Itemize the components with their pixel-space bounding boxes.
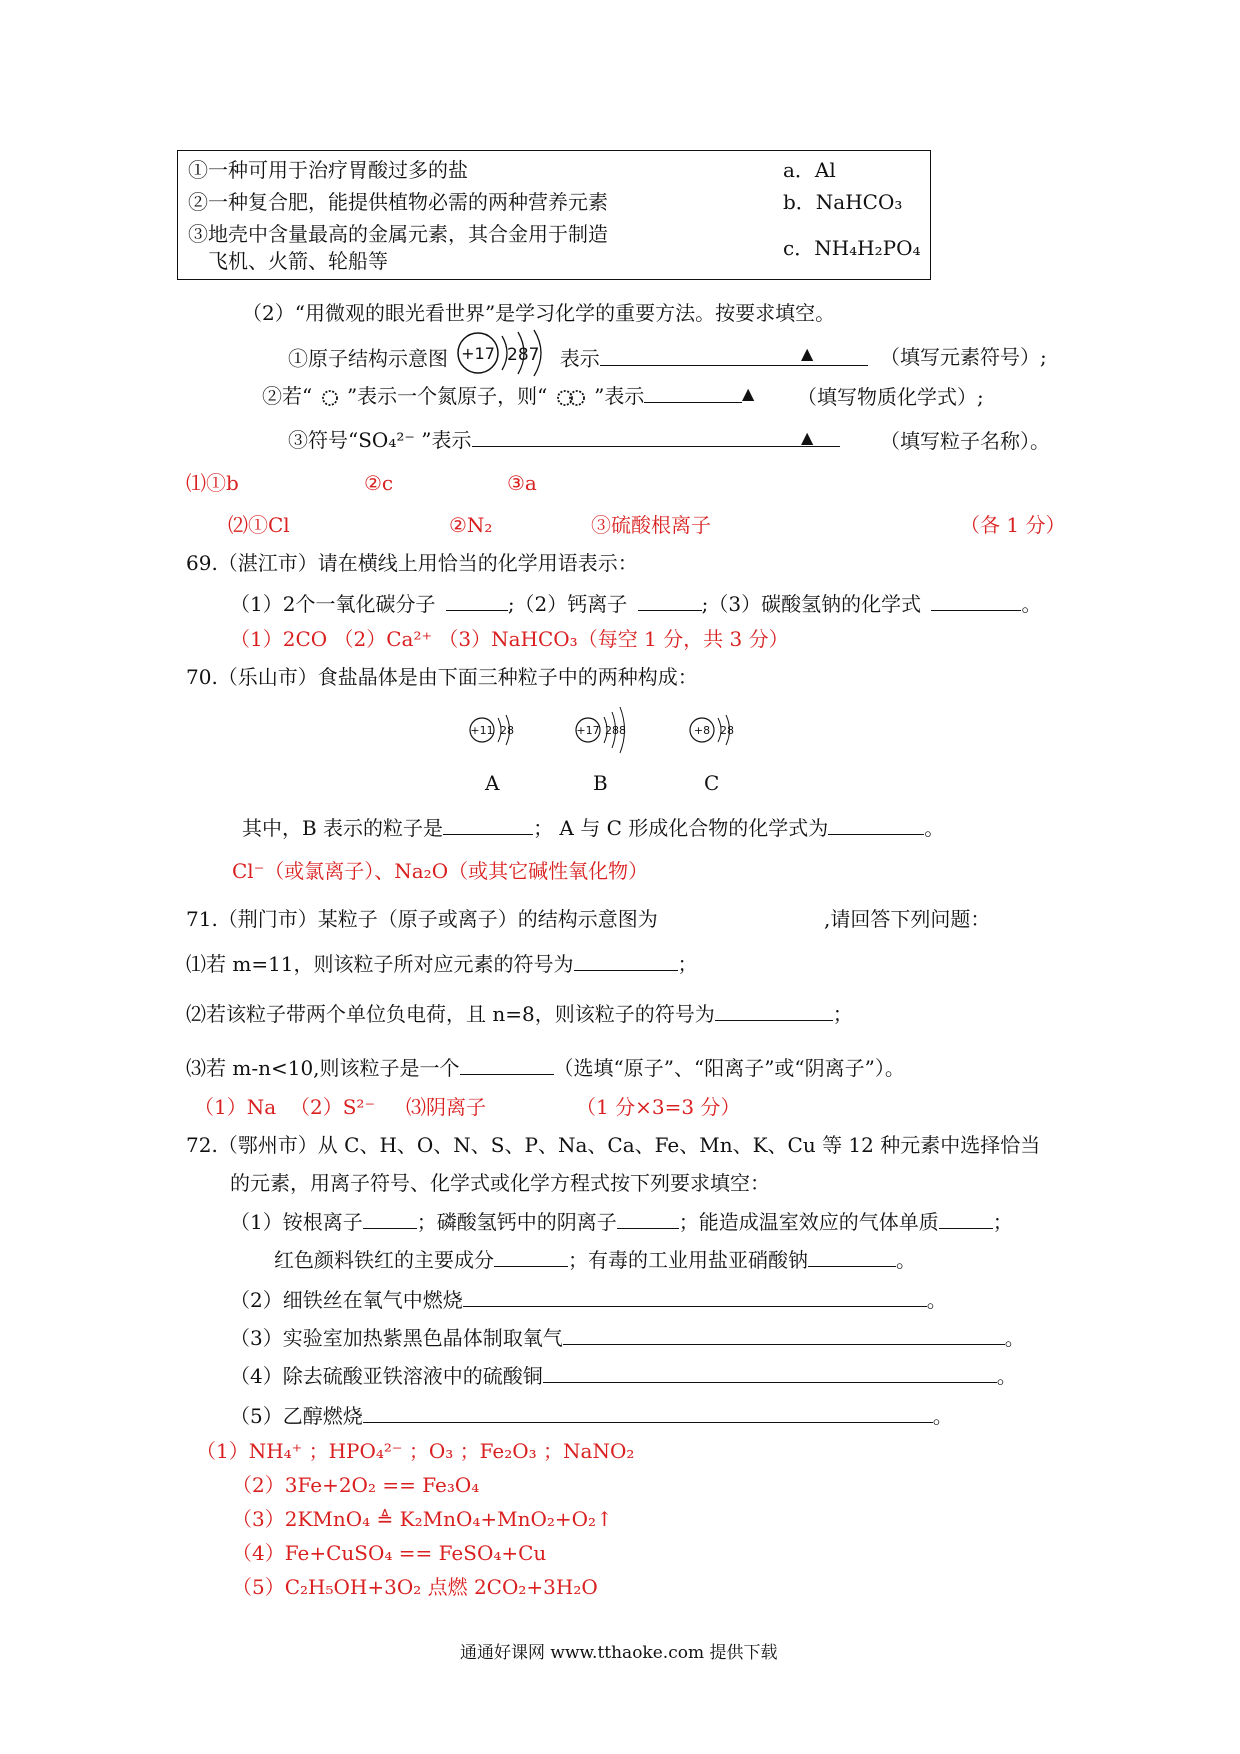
q68-part2-intro: （2）“用微观的眼光看世界”是学习化学的重要方法。按要求填空。 [242,301,836,325]
answer-blank[interactable] [939,1208,993,1229]
q72-l1d: ； [992,1210,1013,1234]
q72-period: 。 [932,1404,953,1428]
q68-item2-c: ”表示 [594,384,645,408]
answer-blank[interactable] [363,1402,933,1423]
answer-blank[interactable] [563,1324,1005,1345]
q71-p2-end: ； [832,1002,853,1026]
q69-line [230,590,1041,617]
shells-label-a: 28 [500,724,514,737]
atom-diagram-b [572,700,652,756]
q70-diagram-b [572,700,652,760]
answer-blank[interactable] [494,1246,568,1267]
q68-answer-1b: ②c [364,471,394,495]
shells-label-c: 28 [720,724,734,737]
q69-line-b: ;（2）钙离子 [507,592,628,616]
q68-item2 [262,382,742,409]
atom-nucleus-label: +17 [461,344,496,363]
q72-line-3 [230,1324,1025,1351]
q68-answer-2b: ②N₂ [449,513,493,537]
q72-l1g: 。 [896,1248,916,1272]
table-item-1-right: a．Al [783,158,836,182]
q70-label-b: B [593,771,608,795]
answer-blank[interactable] [808,1246,896,1267]
page-footer: 通通好课网 www.tthaoke.com 提供下载 [460,1643,778,1663]
answer-blank[interactable] [600,345,868,366]
q71-answer-score: （1 分×3=3 分） [576,1095,741,1119]
table-item-2-right: b．NaHCO₃ [783,190,903,214]
table-item-3-right: c．NH₄H₂PO₄ [783,236,921,260]
answer-blank[interactable] [931,590,1021,611]
q72-answer-2: （2）3Fe+2O₂ == Fe₃O₄ [232,1473,480,1497]
q72-line-2 [230,1286,947,1313]
answer-blank[interactable] [463,1286,927,1307]
q68-item3-triangle: ▲ [801,428,814,447]
atom-diagram-a [466,708,536,752]
q70-stem: 70.（乐山市）食盐晶体是由下面三种粒子中的两种构成： [186,665,698,689]
q68-item2-b: ”表示一个氮原子，则“ [346,384,548,408]
q70-answer: Cl⁻（或氯离子）、Na₂O（或其它碱性氧化物） [232,859,649,883]
answer-blank[interactable] [574,950,678,971]
matching-table [177,150,931,280]
q68-item3 [288,426,840,453]
q68-item1-hint: （填写元素符号）; [880,345,1047,369]
nucleus-label-a: +11 [470,724,494,737]
q69-answer: （1）2CO （2）Ca²⁺ （3）NaHCO₃（每空 1 分，共 3 分） [230,627,789,651]
q72-l1b: ；磷酸氢钙中的阴离子 [416,1210,617,1234]
q68-item1-triangle: ▲ [801,344,814,363]
table-item-2-left: ②一种复合肥，能提供植物必需的两种营养元素 [188,190,608,214]
q72-l1f: ；有毒的工业用盐亚硝酸钠 [568,1248,808,1272]
answer-blank[interactable] [443,814,533,835]
answer-blank[interactable] [460,1054,554,1075]
q70-diagram-a [466,708,536,756]
q68-item1 [288,342,868,378]
q71-answer-3: ⑶阴离子 [406,1095,486,1119]
q72-stem-2: 的元素，用离子符号、化学式或化学方程式按下列要求填空： [230,1171,770,1195]
q72-l3: （3）实验室加热紫黑色晶体制取氧气 [230,1326,563,1350]
q72-answer-5: （5）C₂H₅OH+3O₂ 点燃 2CO₂+3H₂O [232,1575,598,1599]
q70-question-b: ； A 与 C 形成化合物的化学式为 [533,816,829,840]
q70-question-a: 其中，B 表示的粒子是 [242,816,444,840]
nucleus-label-b: +17 [576,724,600,737]
answer-blank[interactable] [644,382,742,403]
nitrogen-atom-icon [321,389,339,407]
q68-item3-hint: （填写粒子名称）。 [880,429,1050,453]
q72-l5: （5）乙醇燃烧 [230,1404,363,1428]
q70-question-end: 。 [924,816,945,840]
q72-answer-4: （4）Fe+CuSO₄ == FeSO₄+Cu [232,1541,547,1565]
q72-l1e: 红色颜料铁红的主要成分 [274,1248,494,1272]
q71-answer-1: （1）Na [194,1095,277,1119]
q71-answer-2: （2）S²⁻ [290,1095,375,1119]
atom-structure-diagram-cl [456,328,551,378]
q71-p1-text: ⑴若 m=11，则该粒子所对应元素的符号为 [186,952,574,976]
q72-l2: （2）细铁丝在氧气中燃烧 [230,1288,463,1312]
q69-line-a: （1）2个一氧化碳分子 [230,592,436,616]
q72-period: 。 [926,1288,947,1312]
q70-question [242,814,944,841]
answer-blank[interactable] [715,1000,833,1021]
q68-answer-2c: ③硫酸根离子 [591,513,711,537]
q68-item2-a: ②若“ [262,384,313,408]
q68-item2-triangle: ▲ [742,384,755,403]
q72-line-4 [230,1362,1017,1389]
q72-period: 。 [1004,1326,1025,1350]
q69-line-c: ;（3）碳酸氢钠的化学式 [701,592,922,616]
q69-line-end: 。 [1021,592,1042,616]
q68-item1-mid: 表示 [559,346,600,371]
answer-blank[interactable] [828,814,924,835]
answer-blank[interactable] [638,590,702,611]
table-item-3-left-cont: 飞机、火箭、轮船等 [208,249,388,273]
q68-item2-hint: （填写物质化学式）; [797,385,984,409]
q68-answer-2a: ⑵①Cl [228,513,290,537]
q72-line-1 [230,1208,1013,1235]
q71-p2 [186,1000,853,1027]
answer-blank[interactable] [446,590,508,611]
answer-blank[interactable] [543,1362,997,1383]
q70-diagram-c [686,708,756,756]
q71-stem-b: ,请回答下列问题： [824,907,991,931]
q72-stem-1: 72.（鄂州市）从 C、H、O、N、S、P、Na、Ca、Fe、Mn、K、Cu 等 12 种元素中选择恰当 [186,1133,1041,1157]
q69-stem: 69.（湛江市）请在横线上用恰当的化学用语表示： [186,551,638,575]
answer-blank[interactable] [472,426,840,447]
q70-label-c: C [704,771,720,795]
q71-p3-end: （选填“原子”、“阳离子”或“阴离子”）。 [553,1056,905,1080]
q72-line-1b [274,1246,916,1273]
q68-answer-1a: ⑴①b [186,471,239,495]
q71-p1-end: ； [677,952,698,976]
q71-stem-a: 71.（荆门市）某粒子（原子或离子）的结构示意图为 [186,907,658,931]
q72-period: 。 [996,1364,1017,1388]
q70-label-a: A [485,771,500,795]
q72-l4: （4）除去硫酸亚铁溶液中的硫酸铜 [230,1364,543,1388]
q71-p1 [186,950,698,977]
q72-line-5 [230,1402,953,1429]
table-item-1-left: ①一种可用于治疗胃酸过多的盐 [188,158,468,182]
atom-shells-label: 287 [507,345,540,365]
q72-answer-1: （1）NH₄⁺ ；HPO₄²⁻ ；O₃ ；Fe₂O₃ ；NaNO₂ [196,1439,635,1463]
q68-item3-prefix: ③符号“SO₄²⁻ ”表示 [288,428,472,452]
nitrogen-molecule-icon [556,389,586,407]
q72-l1c: ；能造成温室效应的气体单质 [678,1210,939,1234]
atom-diagram-c [686,708,756,752]
q71-p3 [186,1054,905,1081]
q72-l1a: （1）铵根离子 [230,1210,363,1234]
q71-p3-text: ⑶若 m-n<10,则该粒子是一个 [186,1056,460,1080]
table-item-3-left: ③地壳中含量最高的金属元素，其合金用于制造 [188,222,608,246]
q68-answer-1c: ③a [507,471,537,495]
q68-item1-prefix: ①原子结构示意图 [288,346,448,371]
nucleus-label-c: +8 [693,724,711,737]
answer-blank[interactable] [363,1208,417,1229]
shells-label-b: 288 [605,724,626,737]
q72-answer-3: （3）2KMnO₄ ≜ K₂MnO₄+MnO₂+O₂↑ [232,1507,613,1531]
q71-p2-text: ⑵若该粒子带两个单位负电荷，且 n=8，则该粒子的符号为 [186,1002,715,1026]
q68-answer-score: （各 1 分） [960,513,1066,537]
answer-blank[interactable] [617,1208,679,1229]
